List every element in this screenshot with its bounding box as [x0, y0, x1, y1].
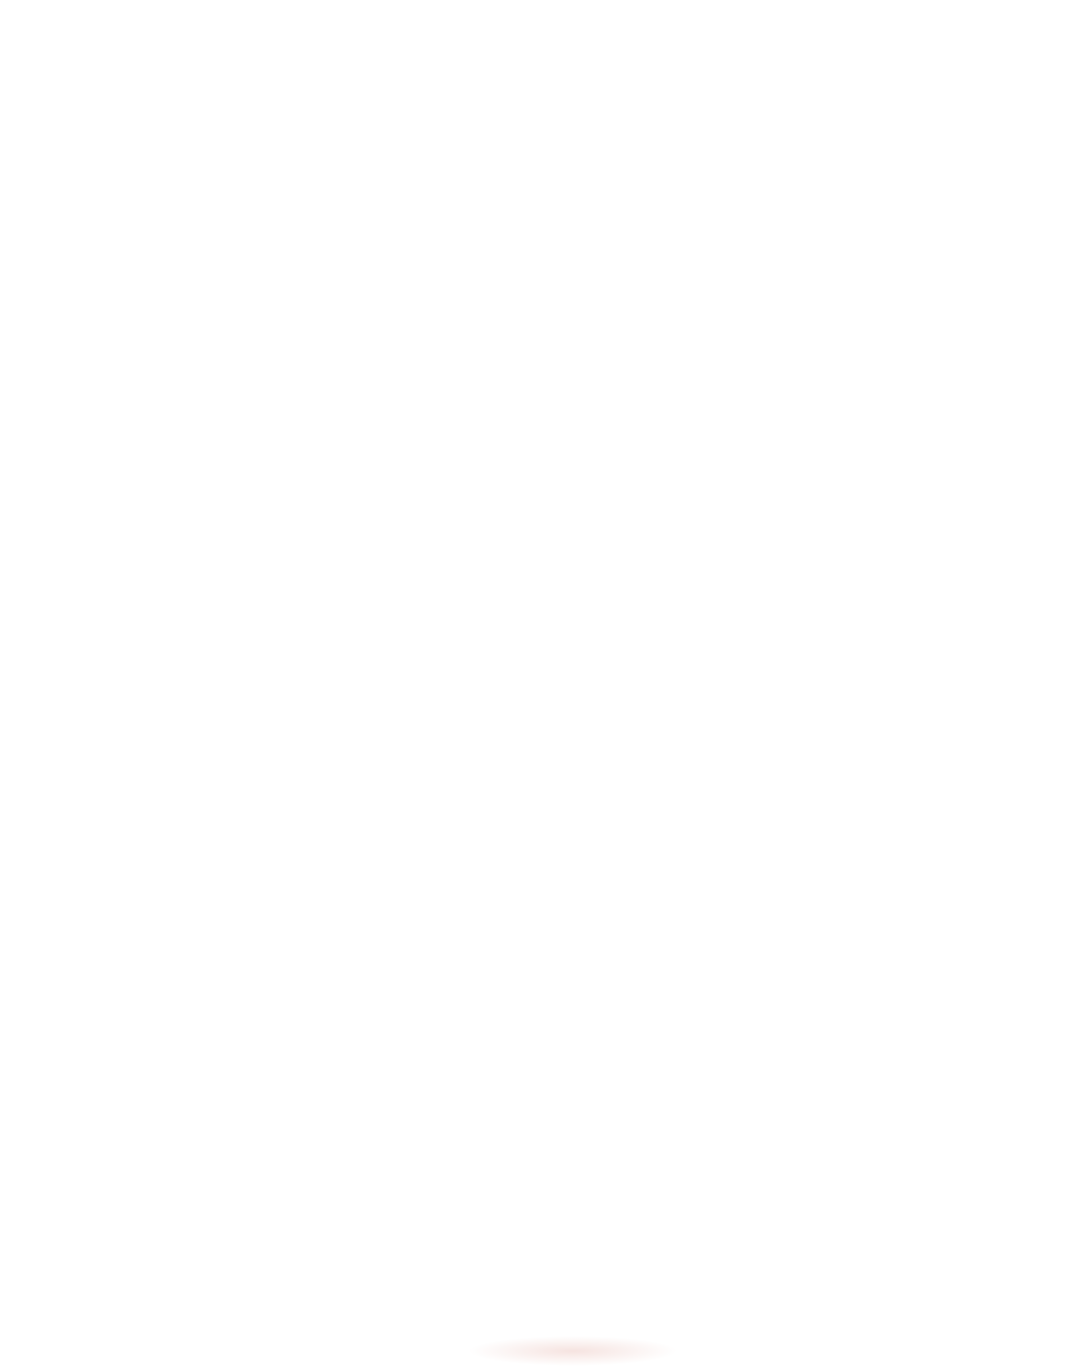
bottom-image-edge: [468, 1336, 678, 1366]
actual-temperature-curve-chart: [530, 696, 1005, 966]
firing-temperature-curve-chart: [38, 696, 513, 966]
